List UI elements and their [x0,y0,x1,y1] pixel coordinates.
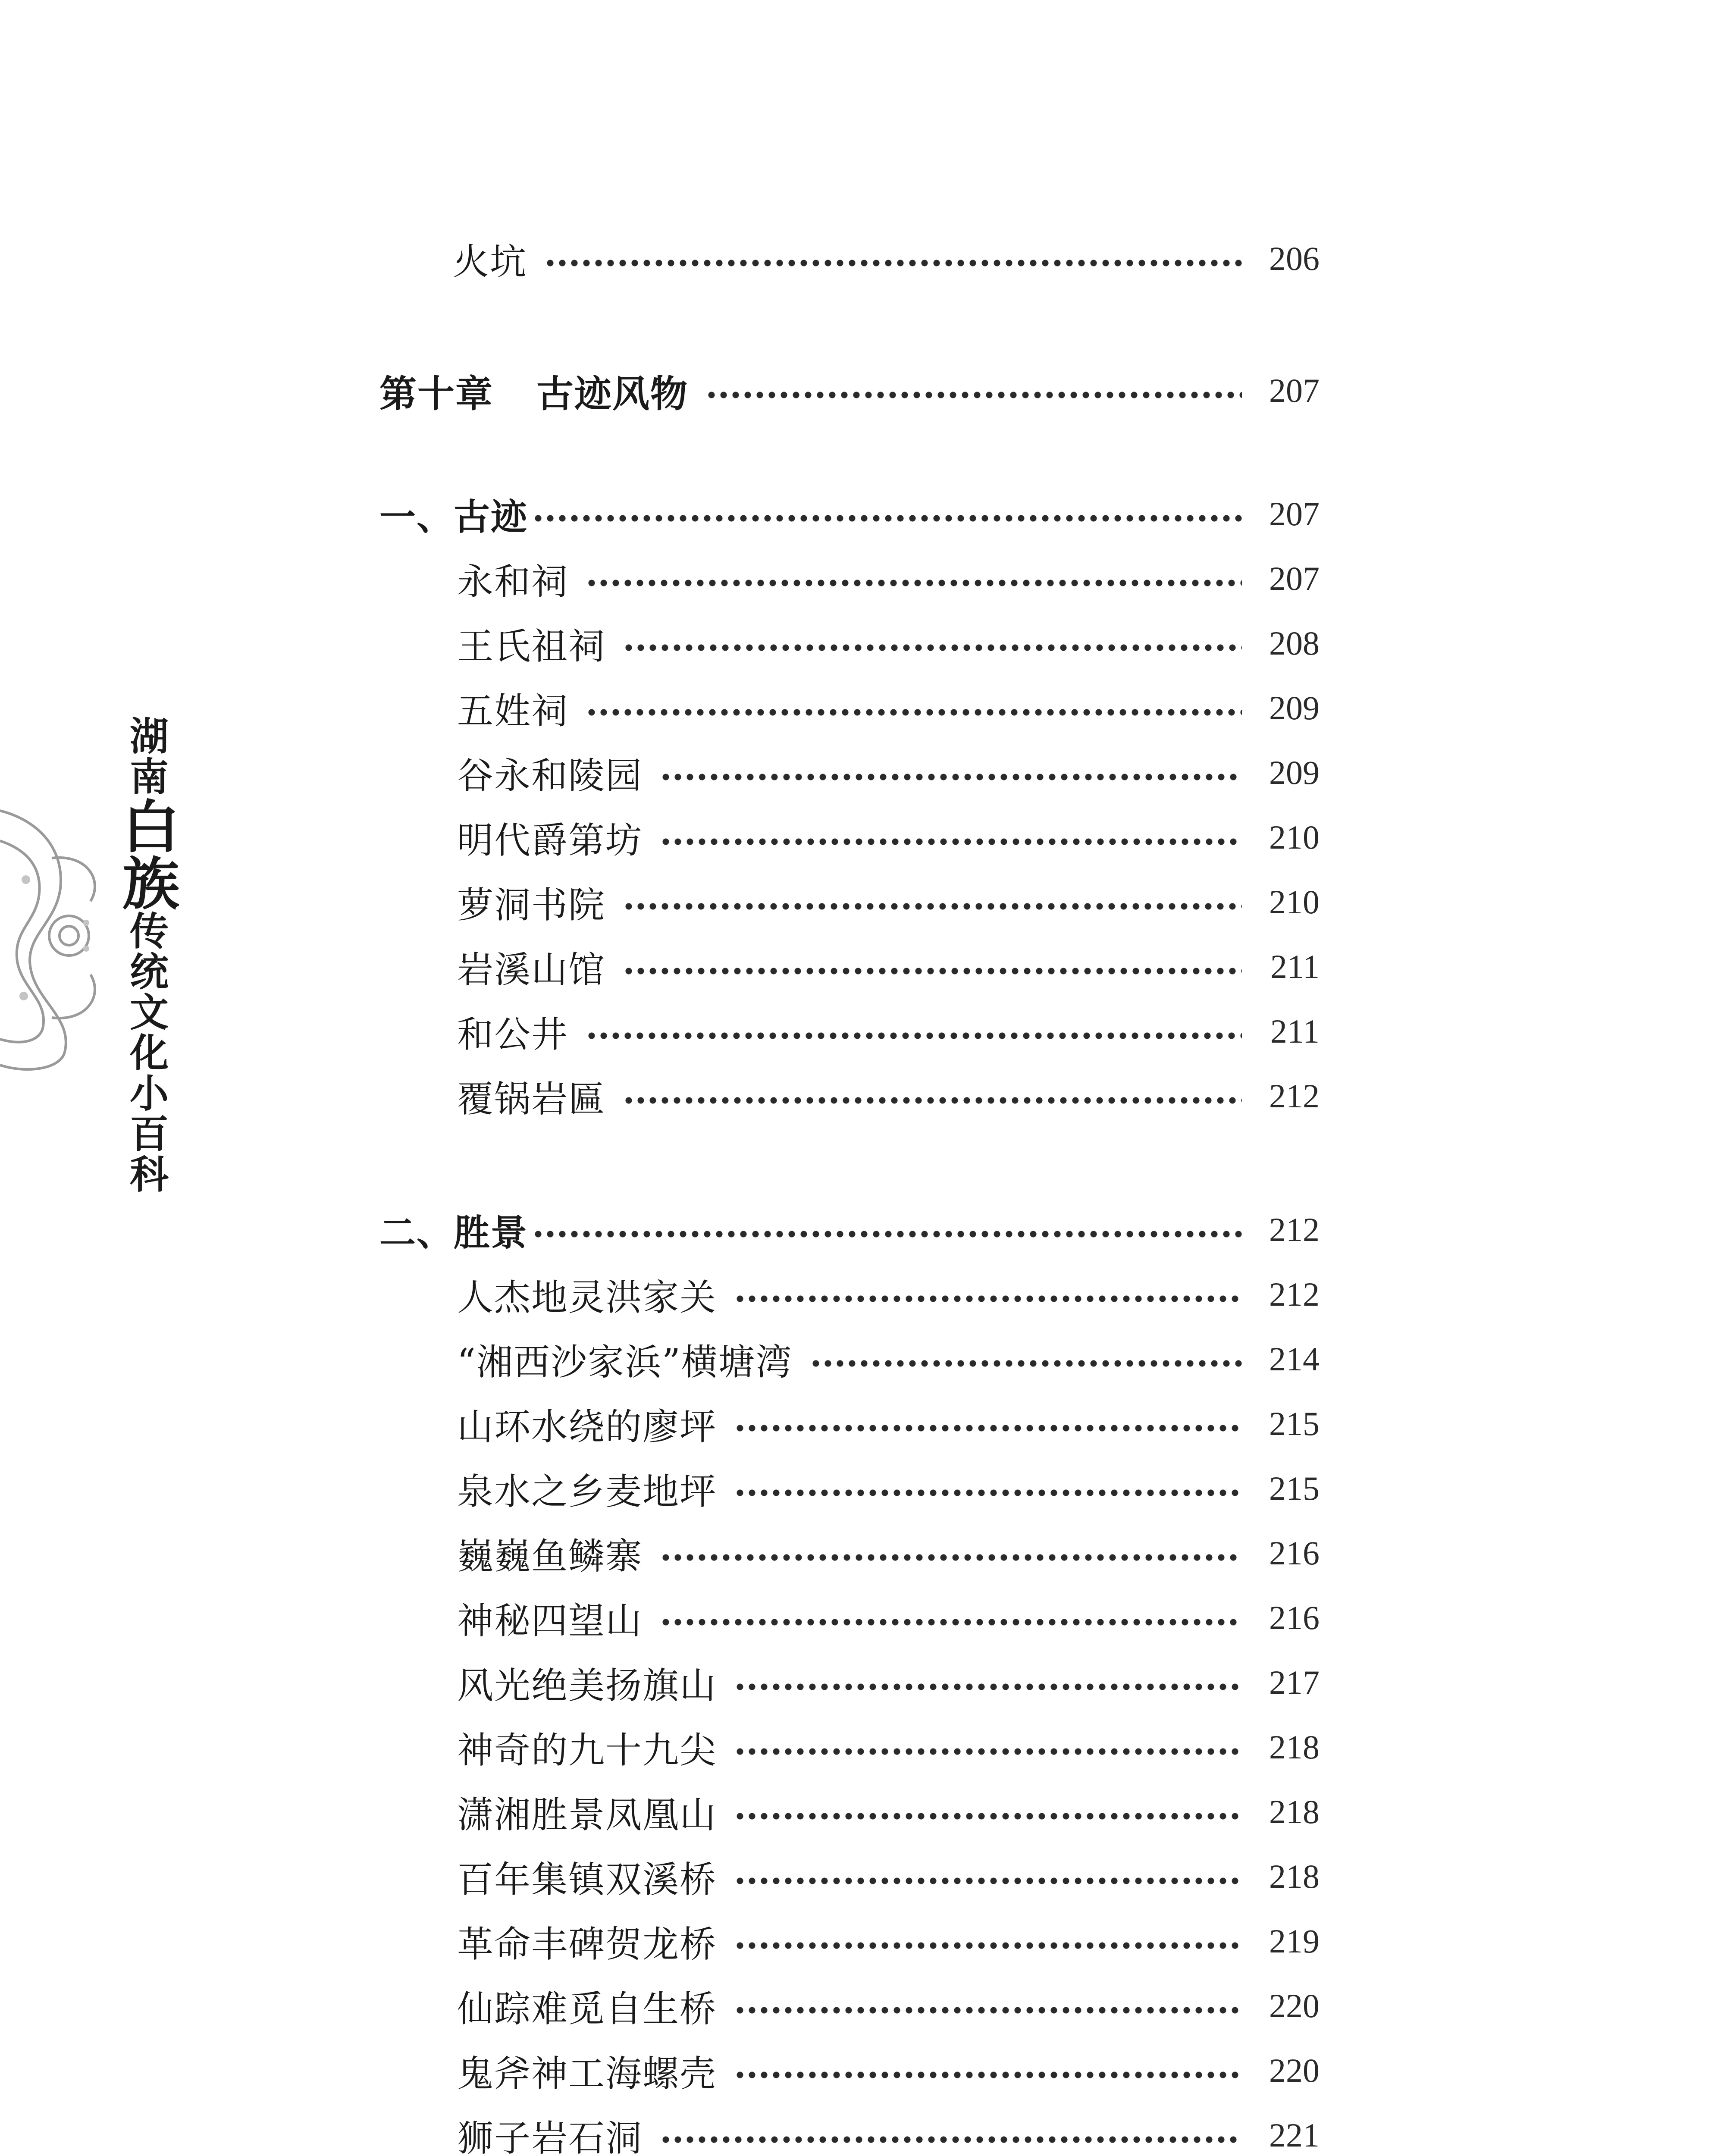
toc-leader-dots [623,941,1242,993]
toc-entry[interactable] [457,1721,1320,1773]
toc-entry[interactable] [457,1786,1320,1838]
toc-leader-dots [810,1333,1242,1385]
toc-leader-dots [734,1980,1242,2032]
toc-leader-dots [532,1204,1242,1256]
series-title-part2: 白族 [113,797,179,911]
toc-leader-dots [734,1786,1242,1838]
toc-entry-prev[interactable] [453,233,1320,285]
toc-leader-dots [660,812,1242,863]
toc-entry[interactable] [457,876,1320,928]
toc-leader-dots [734,1721,1242,1773]
toc-entry[interactable] [457,1657,1320,1708]
toc-entry-title: 萝洞书院 [457,884,606,926]
toc-entry[interactable] [457,1980,1320,2032]
toc-entry-title: 百年集镇双溪桥 [457,1858,717,1901]
toc-entry-page: 215 [1269,1405,1320,1442]
toc-entry[interactable] [457,2109,1320,2156]
toc-leader-dots [734,1463,1242,1514]
toc-entry-title: 岩溪山馆 [457,948,606,991]
toc-entry-page: 211 [1270,1012,1320,1050]
toc-entry[interactable] [457,1463,1320,1514]
section-page: 207 [1269,495,1320,533]
toc-leader-dots [623,876,1242,928]
section-title: 一、古迹 [379,495,528,538]
chapter-title [379,364,705,417]
toc-entry-title: 王氏祖祠 [457,625,606,667]
toc-entry[interactable] [457,1527,1320,1579]
toc-leader-dots [734,1269,1242,1320]
toc-entry-page: 210 [1269,883,1320,921]
toc-leader-dots [623,1070,1242,1122]
toc-entry-title: 明代爵第坊 [457,819,643,862]
toc-entry-title: 覆锅岩匾 [457,1078,606,1120]
toc-entry-page: 216 [1269,1534,1320,1572]
series-title-part3: 传统文化小百科 [123,911,169,1194]
toc-leader-dots [660,747,1242,799]
toc-entry-page: 217 [1269,1664,1320,1701]
toc-entry-page: 218 [1269,1728,1320,1766]
toc-leader-dots [660,1592,1242,1644]
toc-entry-title: 鬼斧神工海螺壳 [457,2052,717,2095]
toc-entry-title: 神秘四望山 [457,1599,643,1642]
toc-entry-page: 220 [1269,1987,1320,2024]
toc-entry-page: 208 [1269,624,1320,662]
toc-entry[interactable] [457,1070,1320,1122]
toc-entry[interactable] [457,812,1320,863]
toc-entry-page: 209 [1269,754,1320,791]
toc-entry-title: 革命丰碑贺龙桥 [457,1923,717,1965]
toc-entry[interactable] [457,1915,1320,1967]
toc-entry-title: 风光绝美扬旗山 [457,1664,717,1707]
series-title [113,716,179,1194]
toc-entry-title: 火坑 [453,240,527,283]
toc-leader-dots [532,488,1242,540]
toc-entry-title: 狮子岩石洞 [457,2117,643,2156]
toc-entry-page: 218 [1269,1858,1320,1895]
series-title-part1: 湖南 [123,716,169,797]
toc-entry-title: 人杰地灵洪家关 [457,1276,717,1319]
toc-entry-title: 仙踪难觅自生桥 [457,1987,717,2030]
toc-entry[interactable] [457,1269,1320,1320]
toc-entry-page: 212 [1269,1275,1320,1313]
toc-entry[interactable] [457,941,1320,993]
toc-entry-page: 216 [1269,1599,1320,1636]
toc-leader-dots [586,682,1242,734]
toc-entry[interactable] [457,1398,1320,1450]
chapter-number: 第十章 [379,373,493,416]
toc-entry-page: 220 [1269,2052,1320,2089]
toc-leader-dots [586,1006,1242,1057]
toc-entry-title: 永和祠 [457,560,569,603]
toc-entry[interactable] [457,1006,1320,1057]
toc-entry[interactable] [457,1851,1320,1902]
section-title: 二、胜景 [379,1211,528,1254]
toc-section-heading[interactable] [379,488,1320,540]
toc-entry-page: 212 [1269,1077,1320,1115]
toc-entry-title: 神奇的九十九尖 [457,1729,717,1771]
chapter-page: 207 [1269,372,1320,409]
toc-entry[interactable] [457,682,1320,734]
toc-entry-page: 221 [1269,2116,1320,2154]
toc-leader-dots [623,617,1242,669]
toc-leader-dots [705,365,1242,417]
toc-entry-title: 潇湘胜景凤凰山 [457,1793,717,1836]
toc-entry-page: 210 [1269,818,1320,856]
toc-chapter-heading[interactable] [379,365,1320,417]
section-page: 212 [1269,1211,1320,1248]
toc-entry[interactable] [457,2045,1320,2096]
toc-entry[interactable] [457,747,1320,799]
toc-leader-dots [734,1851,1242,1902]
toc-entry-title: 和公井 [457,1013,569,1056]
toc-entry-page: 218 [1269,1793,1320,1830]
toc-entry-title: 泉水之乡麦地坪 [457,1470,717,1513]
toc-entry[interactable] [457,553,1320,605]
toc-entry[interactable] [457,1333,1320,1385]
chapter-name: 古迹风物 [536,373,688,416]
toc-leader-dots [544,233,1242,285]
toc-leader-dots [586,553,1242,605]
toc-entry-page: 219 [1269,1922,1320,1960]
toc-leader-dots [734,1915,1242,1967]
toc-entry-page: 209 [1269,689,1320,727]
toc-entry[interactable] [457,617,1320,669]
toc-entry-page: 206 [1269,240,1320,277]
toc-entry-page: 215 [1269,1470,1320,1507]
toc-leader-dots [660,2109,1242,2156]
decorative-ornament-icon [0,793,112,1078]
toc-entry-page: 214 [1269,1340,1320,1378]
toc-entry-title: “湘西沙家浜”横塘湾 [457,1341,793,1383]
toc-entry-title: 山环水绕的廖坪 [457,1405,717,1448]
toc-leader-dots [660,1527,1242,1579]
toc-entry-page: 207 [1269,560,1320,597]
toc-leader-dots [734,2045,1242,2096]
toc-entry-title: 五姓祠 [457,689,569,732]
toc-entry-title: 巍巍鱼鳞寨 [457,1535,643,1577]
toc-entry[interactable] [457,1592,1320,1644]
toc-section-heading[interactable] [379,1204,1320,1256]
toc-entry-page: 211 [1270,948,1320,985]
toc-leader-dots [734,1398,1242,1450]
toc-entry-title: 谷永和陵园 [457,754,643,797]
toc-leader-dots [734,1657,1242,1708]
